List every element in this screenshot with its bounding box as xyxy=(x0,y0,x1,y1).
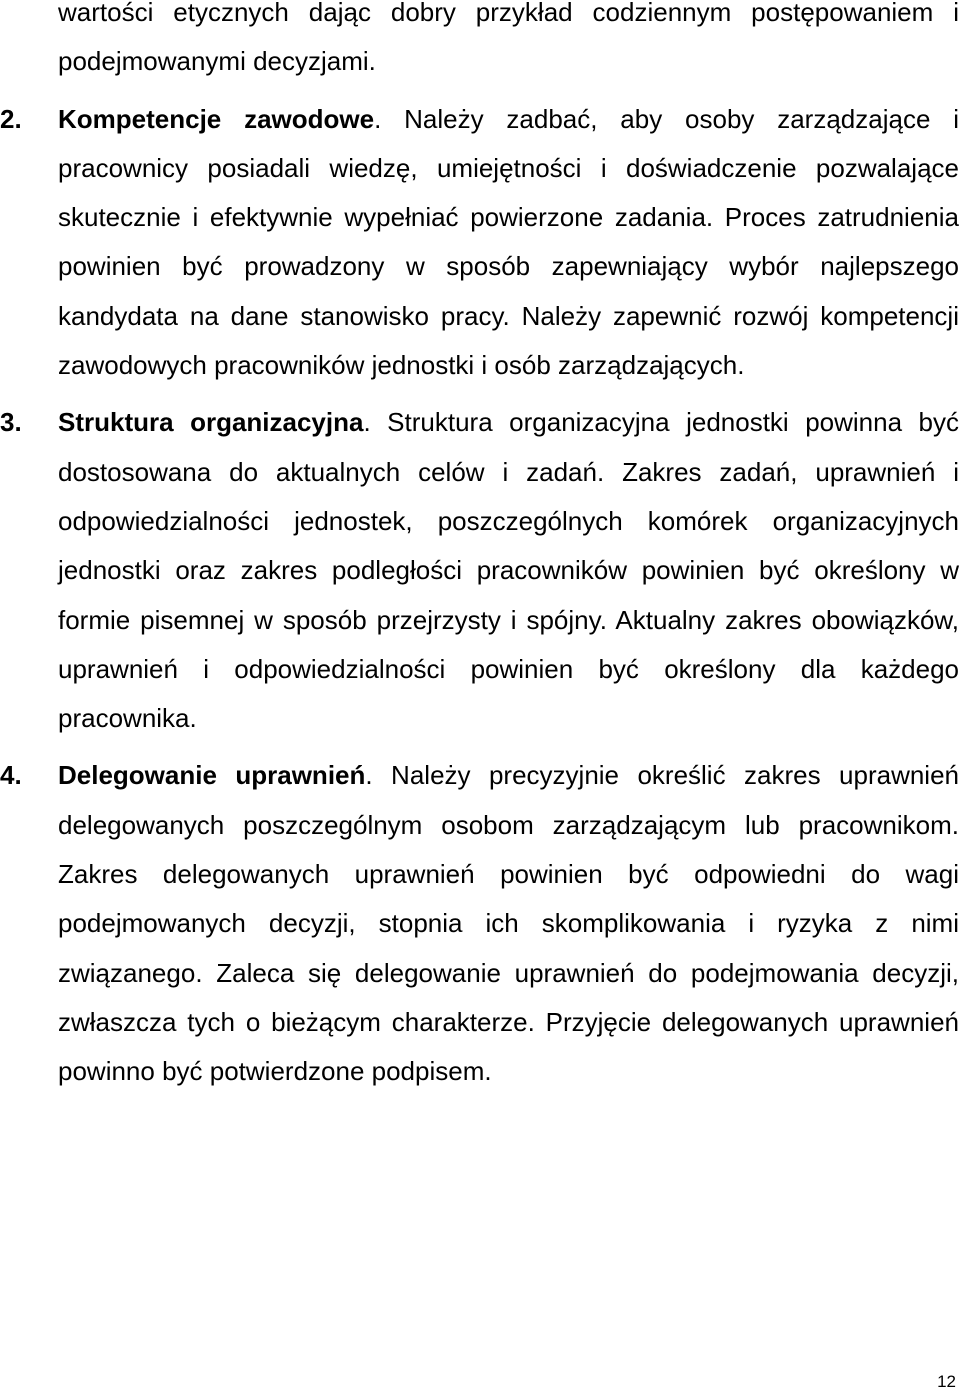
list-item-delegation xyxy=(0,751,960,1096)
list-item-competencies xyxy=(0,95,960,391)
item-number: 4. xyxy=(0,760,22,791)
item-body: . Należy zadbać, aby osoby zarządzające i pracownicy posiadali wiedzę, umiejętności i doświadczenie pozwalające skutecznie i efektywnie wypełniać powierzone zadania. Proces zatrudnienia powinien być prowadzony w sposób zapewniający wybór najlepszego kandydata na dane stanowisko pracy. Należy zapewnić rozwój kompetencji zawodowych pracowników jednostki i osób zarządzających. xyxy=(58,103,960,381)
item-number: 3. xyxy=(0,407,22,438)
spacer xyxy=(58,390,959,398)
intro-paragraph: wartości etycznych dając dobry przykład codziennym postępowaniem i podejmowanymi decyzjami. xyxy=(58,0,959,77)
item-title: Kompetencje zawodowe xyxy=(58,103,375,134)
item-body: . Należy precyzyjnie określić zakres uprawnień delegowanych poszczególnym osobom zarządzającym lub pracownikom. Zakres delegowanych uprawnień powinien być odpowiedni do wagi podejmowanych decyzji, stopnia ich skomplikowania i ryzyka z nimi związanego. Zaleca się delegowanie uprawnień do podejmowania decyzji, zwłaszcza tych o bieżącym charakterze. Przyjęcie delegowanych uprawnień powinno być potwierdzone podpisem. xyxy=(58,760,960,1087)
item-title: Struktura organizacyjna xyxy=(58,407,364,438)
item-title: Delegowanie uprawnień xyxy=(58,760,366,791)
item-number: 2. xyxy=(0,103,22,134)
page-number: 12 xyxy=(937,1372,956,1391)
item-body: . Struktura organizacyjna jednostki powinna być dostosowana do aktualnych celów i zadań. Zakres zadań, uprawnień i odpowiedzialności jednostek, poszczególnych komórek organizacyjnych jednostki oraz zakres podległości pracowników powinien być określony w formie pisemnej w sposób przejrzysty i spójny. Aktualny zakres obowiązków, uprawnień i odpowiedzialności powinien być określony dla każdego pracownika. xyxy=(58,407,959,734)
spacer xyxy=(58,743,959,751)
spacer xyxy=(58,87,959,95)
list-item-org-structure xyxy=(0,398,959,743)
